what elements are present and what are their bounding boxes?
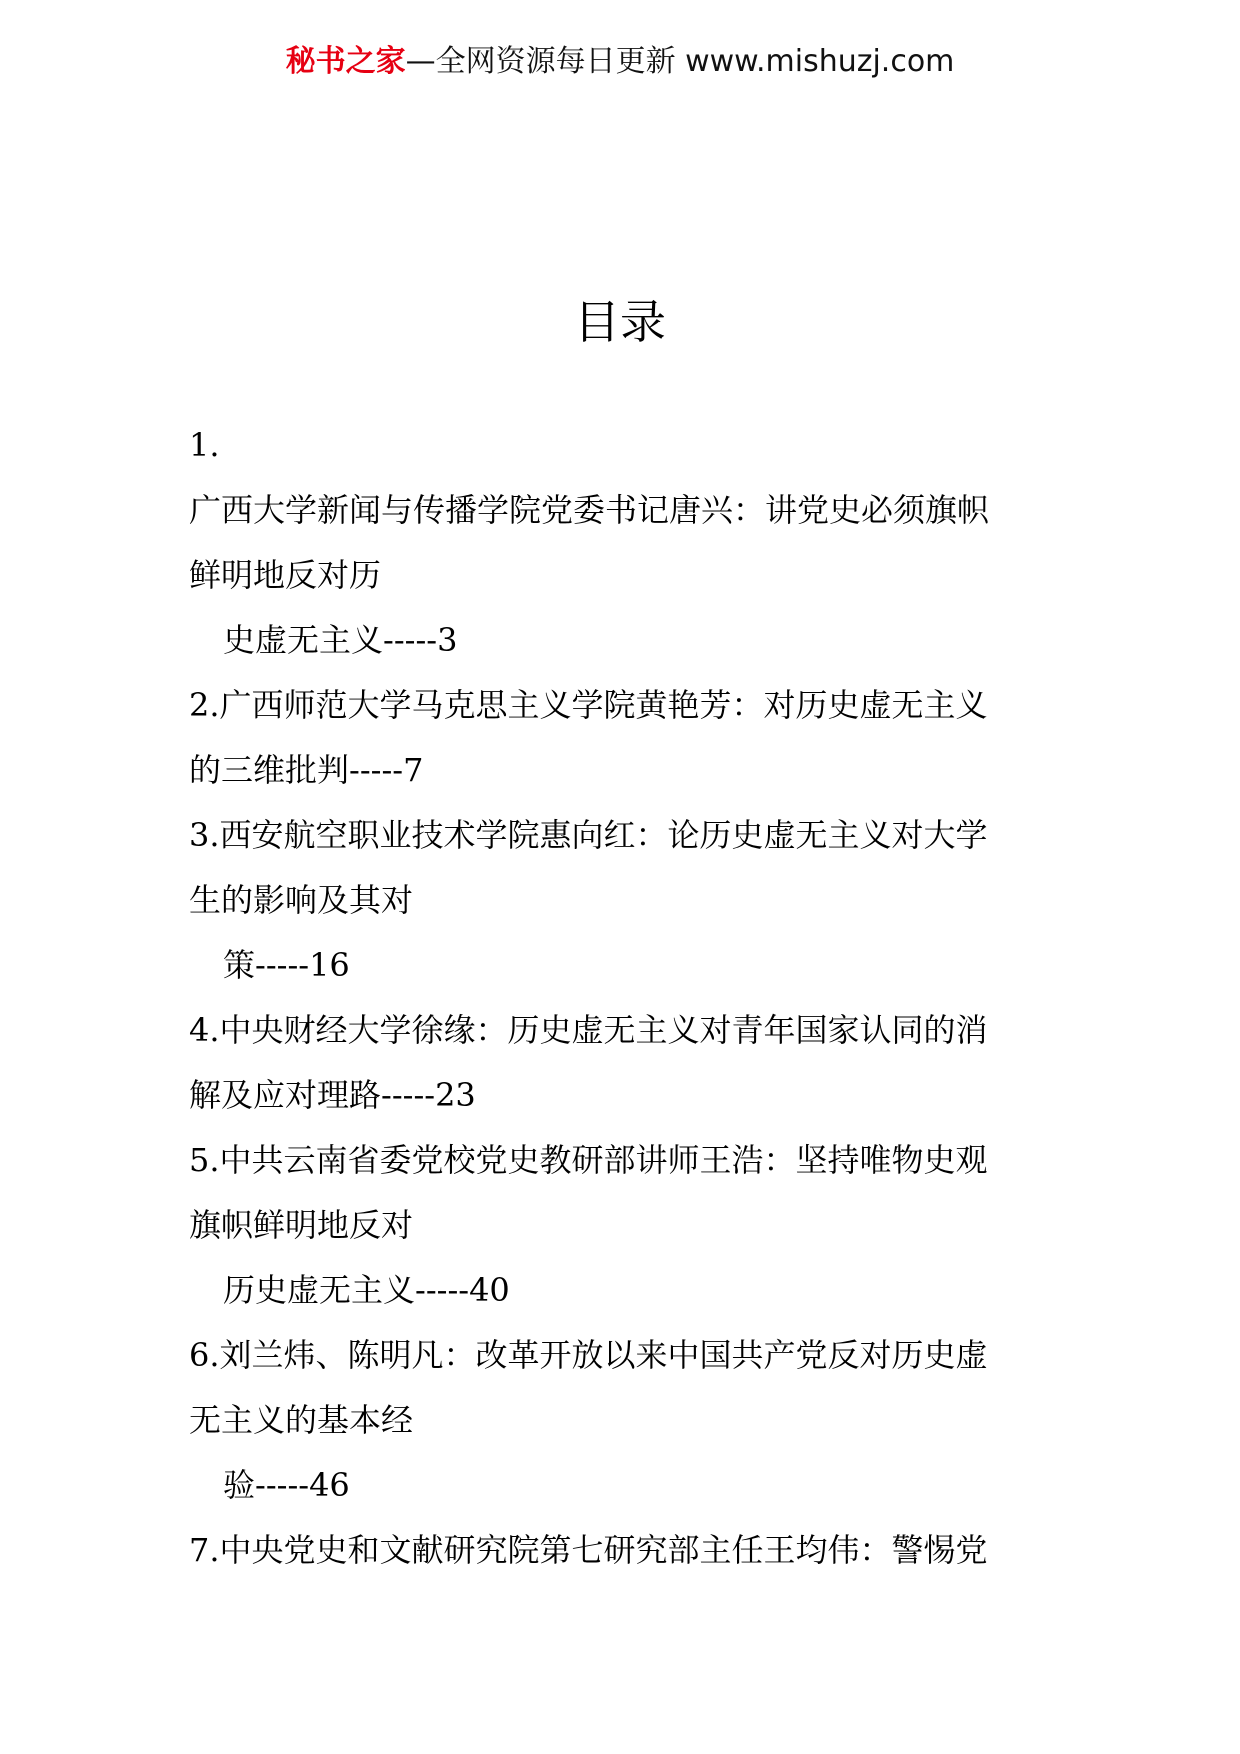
- page-title: 目录: [574, 295, 666, 349]
- toc-line: 生的影响及其对: [189, 881, 414, 919]
- toc-line: 鲜明地反对历: [189, 556, 382, 594]
- table-of-contents: [189, 413, 1051, 1583]
- toc-line: 5.中共云南省委党校党史教研部讲师王浩：坚持唯物史观: [189, 1141, 988, 1179]
- toc-line: 解及应对理路-----23: [189, 1076, 476, 1114]
- site-header: [0, 42, 1240, 82]
- toc-line: 1.: [189, 426, 220, 464]
- toc-line: 4.中央财经大学徐缘：历史虚无主义对青年国家认同的消: [189, 1011, 988, 1049]
- toc-line: 7.中央党史和文献研究院第七研究部主任王均伟：警惕党: [189, 1531, 988, 1569]
- toc-line: 3.西安航空职业技术学院惠向红：论历史虚无主义对大学: [189, 816, 988, 854]
- toc-line: 策-----16: [223, 946, 350, 984]
- toc-line: 旗帜鲜明地反对: [189, 1206, 414, 1244]
- toc-line: 的三维批判-----7: [189, 751, 424, 789]
- header-brand: 秘书之家: [285, 44, 406, 79]
- header-tagline: —全网资源每日更新 www.mishuzj.com: [405, 44, 955, 79]
- toc-line: 无主义的基本经: [189, 1401, 414, 1439]
- toc-line: 史虚无主义-----3: [223, 621, 458, 659]
- toc-line: 验-----46: [223, 1466, 350, 1504]
- toc-line: 广西大学新闻与传播学院党委书记唐兴：讲党史必须旗帜: [189, 491, 990, 529]
- toc-line: 历史虚无主义-----40: [223, 1271, 510, 1309]
- toc-line: 2.广西师范大学马克思主义学院黄艳芳：对历史虚无主义: [189, 686, 988, 724]
- toc-line: 6.刘兰炜、陈明凡：改革开放以来中国共产党反对历史虚: [189, 1336, 988, 1374]
